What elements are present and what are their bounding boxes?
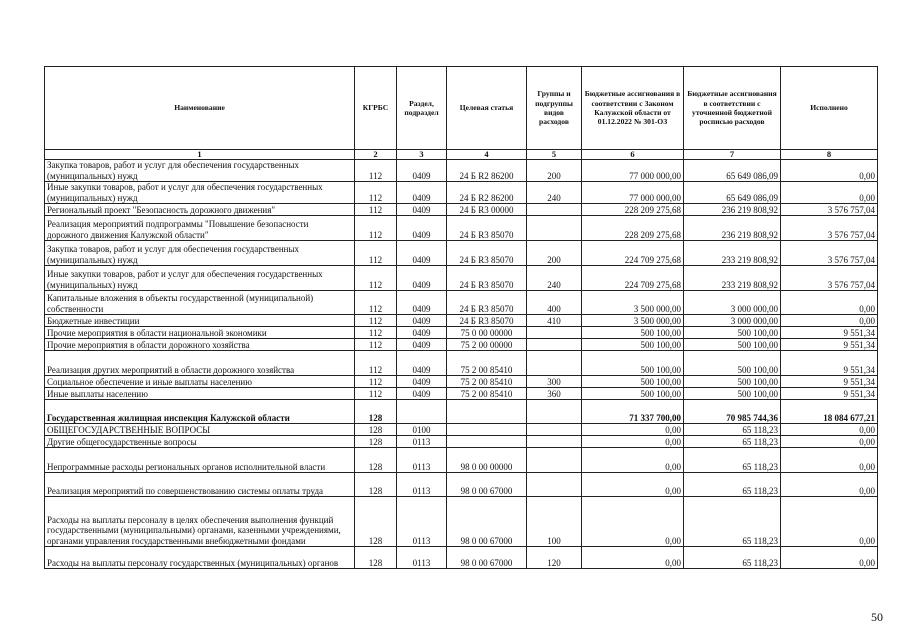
row-law-allocation: 228 209 275,68 xyxy=(582,204,684,216)
row-name: Реализация других мероприятий в области дорожного хозяйства xyxy=(45,351,355,376)
row-name: Закупка товаров, работ и услуг для обеспечения государственных (муниципальных) нужд xyxy=(45,160,355,182)
row-kgrbs: 128 xyxy=(355,497,397,547)
row-section xyxy=(397,400,447,424)
header-law-allocations: Бюджетные ассигнования в соответствии с Законом Калужской области от 01.12.2022 № 301-ОЗ xyxy=(582,67,684,150)
row-executed: 3 576 757,04 xyxy=(781,266,878,291)
row-name: Бюджетные инвестиции xyxy=(45,315,355,327)
row-name: Непрограммные расходы региональных органов исполнительной власти xyxy=(45,448,355,473)
row-target: 24 Б R2 86200 xyxy=(447,182,527,204)
row-group xyxy=(527,204,582,216)
row-executed: 9 551,34 xyxy=(781,351,878,376)
row-executed: 0,00 xyxy=(781,182,878,204)
row-group: 200 xyxy=(527,241,582,266)
row-kgrbs: 112 xyxy=(355,376,397,388)
row-section: 0113 xyxy=(397,547,447,569)
row-target: 98 0 00 67000 xyxy=(447,497,527,547)
row-refined-allocation: 233 219 808,92 xyxy=(684,241,781,266)
row-section: 0409 xyxy=(397,339,447,351)
row-law-allocation: 500 100,00 xyxy=(582,327,684,339)
row-executed: 3 576 757,04 xyxy=(781,216,878,241)
row-refined-allocation: 500 100,00 xyxy=(684,351,781,376)
column-number: 4 xyxy=(447,150,527,160)
row-executed: 9 551,34 xyxy=(781,388,878,400)
header-section: Раздел, подраздел xyxy=(397,67,447,150)
row-target: 24 Б R3 00000 xyxy=(447,204,527,216)
row-group: 240 xyxy=(527,266,582,291)
row-refined-allocation: 3 000 000,00 xyxy=(684,315,781,327)
row-refined-allocation: 500 100,00 xyxy=(684,388,781,400)
row-law-allocation: 0,00 xyxy=(582,424,684,436)
row-name: Государственная жилищная инспекция Калужской области xyxy=(45,400,355,424)
row-law-allocation: 500 100,00 xyxy=(582,376,684,388)
row-refined-allocation: 65 649 086,09 xyxy=(684,182,781,204)
row-name: ОБЩЕГОСУДАРСТВЕННЫЕ ВОПРОСЫ xyxy=(45,424,355,436)
row-name: Иные закупки товаров, работ и услуг для обеспечения государственных (муниципальных) нужд xyxy=(45,182,355,204)
row-kgrbs: 112 xyxy=(355,204,397,216)
row-kgrbs: 128 xyxy=(355,547,397,569)
row-section: 0409 xyxy=(397,388,447,400)
row-executed: 0,00 xyxy=(781,315,878,327)
row-section: 0409 xyxy=(397,160,447,182)
table-row xyxy=(45,388,878,400)
row-target: 24 Б R3 85070 xyxy=(447,291,527,315)
row-law-allocation: 500 100,00 xyxy=(582,339,684,351)
table-row xyxy=(45,497,878,547)
row-group xyxy=(527,448,582,473)
row-kgrbs: 128 xyxy=(355,473,397,497)
row-section: 0409 xyxy=(397,216,447,241)
row-group xyxy=(527,351,582,376)
row-name: Прочие мероприятия в области дорожного хозяйства xyxy=(45,339,355,351)
row-law-allocation: 0,00 xyxy=(582,473,684,497)
row-refined-allocation: 65 118,23 xyxy=(684,448,781,473)
row-group: 300 xyxy=(527,376,582,388)
row-refined-allocation: 65 118,23 xyxy=(684,497,781,547)
table-row xyxy=(45,315,878,327)
row-section: 0409 xyxy=(397,241,447,266)
row-kgrbs: 112 xyxy=(355,351,397,376)
row-section: 0113 xyxy=(397,436,447,448)
row-refined-allocation: 65 118,23 xyxy=(684,473,781,497)
row-refined-allocation: 236 219 808,92 xyxy=(684,216,781,241)
row-kgrbs: 128 xyxy=(355,400,397,424)
row-group xyxy=(527,327,582,339)
row-target xyxy=(447,436,527,448)
page-number: 50 xyxy=(871,610,883,624)
header-name: Наименование xyxy=(45,67,355,150)
row-group xyxy=(527,400,582,424)
row-kgrbs: 112 xyxy=(355,241,397,266)
row-kgrbs: 112 xyxy=(355,388,397,400)
row-section: 0113 xyxy=(397,473,447,497)
row-section: 0409 xyxy=(397,266,447,291)
row-target: 24 Б R3 85070 xyxy=(447,241,527,266)
row-target: 24 Б R2 86200 xyxy=(447,160,527,182)
row-kgrbs: 128 xyxy=(355,436,397,448)
row-name: Закупка товаров, работ и услуг для обеспечения государственных (муниципальных) нужд xyxy=(45,241,355,266)
budget-execution-table xyxy=(44,66,878,569)
row-refined-allocation: 65 118,23 xyxy=(684,547,781,569)
row-section: 0409 xyxy=(397,291,447,315)
row-target: 75 2 00 85410 xyxy=(447,376,527,388)
row-law-allocation: 77 000 000,00 xyxy=(582,160,684,182)
row-target xyxy=(447,400,527,424)
row-executed: 9 551,34 xyxy=(781,339,878,351)
row-law-allocation: 0,00 xyxy=(582,497,684,547)
row-executed: 3 576 757,04 xyxy=(781,241,878,266)
row-target: 75 2 00 00000 xyxy=(447,339,527,351)
row-law-allocation: 3 500 000,00 xyxy=(582,291,684,315)
row-group xyxy=(527,436,582,448)
row-target: 98 0 00 67000 xyxy=(447,547,527,569)
row-group: 240 xyxy=(527,182,582,204)
row-kgrbs: 112 xyxy=(355,182,397,204)
row-section: 0409 xyxy=(397,351,447,376)
row-target xyxy=(447,424,527,436)
column-number-row xyxy=(45,150,878,160)
table-row xyxy=(45,339,878,351)
row-name: Расходы на выплаты персоналу в целях обеспечения выполнения функций государственными (муниципальными) органами, казенными учреждениями, органами управления государственными внебюджетными фондами xyxy=(45,497,355,547)
row-law-allocation: 500 100,00 xyxy=(582,388,684,400)
row-law-allocation: 0,00 xyxy=(582,448,684,473)
table-row xyxy=(45,266,878,291)
table-row xyxy=(45,376,878,388)
row-law-allocation: 224 709 275,68 xyxy=(582,241,684,266)
row-executed: 0,00 xyxy=(781,291,878,315)
row-law-allocation: 3 500 000,00 xyxy=(582,315,684,327)
row-target: 98 0 00 00000 xyxy=(447,448,527,473)
table-row xyxy=(45,424,878,436)
table-row xyxy=(45,327,878,339)
table-row xyxy=(45,241,878,266)
column-number: 5 xyxy=(527,150,582,160)
header-refined-allocations: Бюджетные ассигнования в соответствии с уточненной бюджетной росписью расходов xyxy=(684,67,781,150)
row-group: 360 xyxy=(527,388,582,400)
row-refined-allocation: 3 000 000,00 xyxy=(684,291,781,315)
table-row xyxy=(45,351,878,376)
row-refined-allocation: 500 100,00 xyxy=(684,327,781,339)
row-target: 75 0 00 00000 xyxy=(447,327,527,339)
row-section: 0100 xyxy=(397,424,447,436)
row-law-allocation: 77 000 000,00 xyxy=(582,182,684,204)
row-name: Реализация мероприятий подпрограммы "Повышение безопасности дорожного движения Калужской области" xyxy=(45,216,355,241)
row-refined-allocation: 236 219 808,92 xyxy=(684,204,781,216)
row-section: 0113 xyxy=(397,448,447,473)
row-law-allocation: 228 209 275,68 xyxy=(582,216,684,241)
row-executed: 0,00 xyxy=(781,547,878,569)
row-executed: 0,00 xyxy=(781,160,878,182)
header-target: Целевая статья xyxy=(447,67,527,150)
row-name: Социальное обеспечение и иные выплаты населению xyxy=(45,376,355,388)
row-kgrbs: 112 xyxy=(355,315,397,327)
column-number: 1 xyxy=(45,150,355,160)
row-kgrbs: 112 xyxy=(355,327,397,339)
row-group xyxy=(527,473,582,497)
row-name: Расходы на выплаты персоналу государственных (муниципальных) органов xyxy=(45,547,355,569)
row-law-allocation: 0,00 xyxy=(582,547,684,569)
table-row xyxy=(45,448,878,473)
row-name: Другие общегосударственные вопросы xyxy=(45,436,355,448)
row-refined-allocation: 233 219 808,92 xyxy=(684,266,781,291)
row-kgrbs: 128 xyxy=(355,448,397,473)
row-name: Прочие мероприятия в области национальной экономики xyxy=(45,327,355,339)
row-kgrbs: 112 xyxy=(355,216,397,241)
row-group xyxy=(527,424,582,436)
row-section: 0409 xyxy=(397,204,447,216)
row-section: 0409 xyxy=(397,315,447,327)
row-law-allocation: 71 337 700,00 xyxy=(582,400,684,424)
header-group: Группы и подгруппы видов расходов xyxy=(527,67,582,150)
row-refined-allocation: 500 100,00 xyxy=(684,339,781,351)
row-law-allocation: 224 709 275,68 xyxy=(582,266,684,291)
column-number: 8 xyxy=(781,150,878,160)
row-group: 410 xyxy=(527,315,582,327)
row-target: 24 Б R3 85070 xyxy=(447,216,527,241)
row-group: 100 xyxy=(527,497,582,547)
row-group xyxy=(527,216,582,241)
row-refined-allocation: 70 985 744,36 xyxy=(684,400,781,424)
row-executed: 9 551,34 xyxy=(781,376,878,388)
row-group: 120 xyxy=(527,547,582,569)
row-executed: 18 084 677,21 xyxy=(781,400,878,424)
row-section: 0409 xyxy=(397,376,447,388)
row-group: 200 xyxy=(527,160,582,182)
column-number: 6 xyxy=(582,150,684,160)
row-law-allocation: 500 100,00 xyxy=(582,351,684,376)
row-kgrbs: 112 xyxy=(355,291,397,315)
row-target: 24 Б R3 85070 xyxy=(447,315,527,327)
column-number: 2 xyxy=(355,150,397,160)
row-executed: 0,00 xyxy=(781,424,878,436)
header-executed: Исполнено xyxy=(781,67,878,150)
row-executed: 3 576 757,04 xyxy=(781,204,878,216)
column-number: 3 xyxy=(397,150,447,160)
header-kgrbs: КГРБС xyxy=(355,67,397,150)
row-kgrbs: 112 xyxy=(355,160,397,182)
table-row xyxy=(45,400,878,424)
table-row xyxy=(45,182,878,204)
row-target: 24 Б R3 85070 xyxy=(447,266,527,291)
row-name: Капитальные вложения в объекты государственной (муниципальной) собственности xyxy=(45,291,355,315)
table-row xyxy=(45,216,878,241)
row-refined-allocation: 500 100,00 xyxy=(684,376,781,388)
row-name: Иные закупки товаров, работ и услуг для обеспечения государственных (муниципальных) нужд xyxy=(45,266,355,291)
header-row xyxy=(45,67,878,150)
row-target: 75 2 00 85410 xyxy=(447,351,527,376)
row-kgrbs: 112 xyxy=(355,266,397,291)
table-row xyxy=(45,473,878,497)
table-row xyxy=(45,204,878,216)
row-section: 0409 xyxy=(397,182,447,204)
row-target: 98 0 00 67000 xyxy=(447,473,527,497)
row-group xyxy=(527,339,582,351)
row-executed: 0,00 xyxy=(781,436,878,448)
row-refined-allocation: 65 118,23 xyxy=(684,436,781,448)
row-executed: 0,00 xyxy=(781,497,878,547)
row-executed: 0,00 xyxy=(781,473,878,497)
table-row xyxy=(45,547,878,569)
table-row xyxy=(45,436,878,448)
row-section: 0409 xyxy=(397,327,447,339)
table-row xyxy=(45,291,878,315)
column-number: 7 xyxy=(684,150,781,160)
row-kgrbs: 128 xyxy=(355,424,397,436)
row-name: Иные выплаты населению xyxy=(45,388,355,400)
row-name: Региональный проект "Безопасность дорожного движения" xyxy=(45,204,355,216)
row-refined-allocation: 65 649 086,09 xyxy=(684,160,781,182)
row-refined-allocation: 65 118,23 xyxy=(684,424,781,436)
row-target: 75 2 00 85410 xyxy=(447,388,527,400)
row-executed: 0,00 xyxy=(781,448,878,473)
row-law-allocation: 0,00 xyxy=(582,436,684,448)
row-name: Реализация мероприятий по совершенствованию системы оплаты труда xyxy=(45,473,355,497)
row-executed: 9 551,34 xyxy=(781,327,878,339)
row-group: 400 xyxy=(527,291,582,315)
table-row xyxy=(45,160,878,182)
row-section: 0113 xyxy=(397,497,447,547)
row-kgrbs: 112 xyxy=(355,339,397,351)
